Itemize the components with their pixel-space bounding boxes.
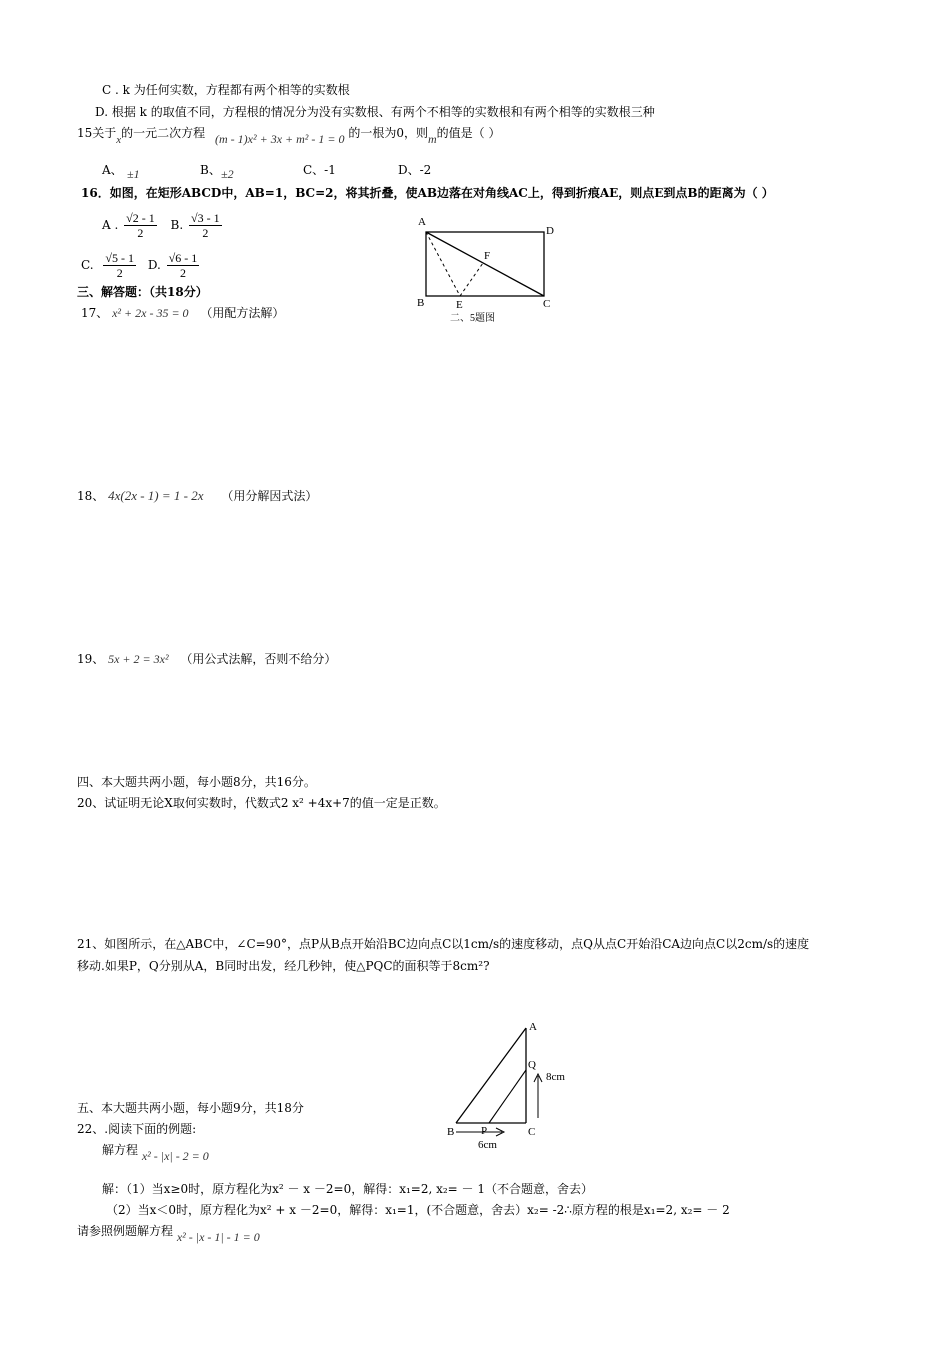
q16-c-numerator: √5 - 1 <box>105 251 134 265</box>
label-f: F <box>484 250 491 262</box>
q16-b-label: B. <box>170 218 184 232</box>
q15-option-c: C、-1 <box>303 163 336 177</box>
q16-b-numerator: √3 - 1 <box>191 211 220 225</box>
q16-c-denominator: 2 <box>116 266 123 280</box>
question-18 <box>77 488 317 504</box>
q15-end: 的值是（ ） <box>436 126 501 140</box>
diagonal-ac <box>426 232 544 296</box>
q22-task-equation: x² - |x - 1| - 1 = 0 <box>176 1230 260 1244</box>
question-20: 20、试证明无论X取何实数时，代数式2 x² +4x+7的值一定是正数。 <box>77 796 446 810</box>
question-21-line-1: 21、如图所示，在△ABC中，∠C=90°，点P从B点开始沿BC边向点C以1cm/s的速度移动，点Q从点C开始沿CA边向点C以2cm/s的速度 <box>77 937 810 951</box>
rectangle-figure <box>410 210 570 325</box>
q22-example <box>102 1142 209 1163</box>
q16-a-fraction <box>124 211 157 240</box>
segment-pq <box>489 1070 526 1123</box>
q16-a-denominator: 2 <box>137 226 144 240</box>
section-5-heading: 五、本大题共两小题，每小题9分，共18分 <box>77 1101 304 1115</box>
q17-number: 17、 <box>81 306 109 320</box>
q15-m: m <box>427 132 437 146</box>
side-ab <box>456 1028 526 1123</box>
q22-solution-2: （2）当x＜0时，原方程化为x² + x －2=0，解得：x₁=1，(不合题意，舍去）x₂= -2∴原方程的根是x₁=2, x₂= － 2 <box>106 1203 730 1217</box>
label-e: E <box>456 299 463 311</box>
question-15 <box>77 125 501 146</box>
label-b: B <box>447 1126 455 1138</box>
q16-d-denominator: 2 <box>179 266 186 280</box>
question-19 <box>77 651 336 667</box>
question-17 <box>81 305 284 321</box>
q16-d-numerator: √6 - 1 <box>168 251 198 265</box>
label-a: A <box>418 216 426 228</box>
triangle-figure <box>444 1018 584 1158</box>
label-p: P <box>481 1125 488 1137</box>
q22-solution-1: 解：（1）当x≥0时，原方程化为x² － x －2=0，解得：x₁=2, x₂= － 1（不合题意，舍去） <box>102 1182 594 1196</box>
q15-var: x <box>116 134 122 146</box>
q15-equation: (m - 1)x² + 3x + m² - 1 = 0 <box>215 132 345 146</box>
question-22: 22、.阅读下面的例题: <box>77 1122 197 1136</box>
q16-option-c <box>81 248 201 282</box>
question-16: 16．如图，在矩形ABCD中，AB=1，BC=2，将其折叠，使AB边落在对角线AC上，得到折痕AE，则点E到点B的距离为（ ） <box>81 186 774 200</box>
label-8cm: 8cm <box>546 1071 565 1083</box>
label-d: D <box>546 225 554 237</box>
q16-a-label: A . <box>102 218 119 232</box>
q22-solve-label: 解方程 <box>102 1143 139 1157</box>
label-c: C <box>528 1126 536 1138</box>
q19-note: （用公式法解，否则不给分） <box>180 652 337 666</box>
q16-b-fraction <box>189 211 222 240</box>
q15-option-a: ±1 <box>127 167 140 181</box>
q17-note: （用配方法解） <box>200 306 285 320</box>
q16-a-numerator: √2 - 1 <box>126 211 155 225</box>
q16-c-label: C. <box>81 258 94 272</box>
q15-option-b: ±2 <box>221 167 234 181</box>
q18-note: （用分解因式法） <box>221 489 318 503</box>
section-4-heading: 四、本大题共两小题，每小题8分，共16分。 <box>77 775 316 789</box>
q16-option-a <box>102 208 224 242</box>
q18-equation: 4x(2x - 1) = 1 - 2x <box>108 488 204 503</box>
q19-number: 19、 <box>77 652 105 666</box>
label-6cm: 6cm <box>478 1139 497 1151</box>
question-21-line-2: 移动.如果P，Q分别从A，B同时出发，经几秒钟，使△PQC的面积等于8cm²? <box>77 959 490 973</box>
q15-tail: 的一根为0，则 <box>348 126 428 140</box>
q15-prefix: 15关于 <box>77 126 117 140</box>
label-q: Q <box>528 1059 536 1071</box>
q22-example-equation: x² - |x| - 2 = 0 <box>141 1149 209 1163</box>
option-d: D. 根据 k 的取值不同，方程根的情况分为没有实数根、有两个不相等的实数根和有两个相等的实数根三种 <box>95 105 655 119</box>
label-b: B <box>417 297 425 309</box>
label-a: A <box>529 1021 537 1033</box>
label-c: C <box>543 298 551 310</box>
fold-line-ef <box>460 263 483 296</box>
q22-task <box>77 1223 260 1244</box>
q19-equation: 5x + 2 = 3x² <box>108 652 169 666</box>
q15-option-b-label: B、 <box>200 163 221 177</box>
figure-caption: 二、5题图 <box>450 313 495 324</box>
q18-number: 18、 <box>77 489 105 503</box>
q15-option-a-label: A、 <box>102 163 123 177</box>
q16-c-fraction <box>103 251 136 280</box>
section-3-heading: 三、解答题：（共18分） <box>77 285 208 299</box>
q22-ask-label: 请参照例题解方程 <box>77 1224 174 1238</box>
q16-d-label: D. <box>147 258 161 272</box>
q15-option-d: D、-2 <box>398 163 432 177</box>
q16-d-fraction <box>167 251 200 280</box>
option-c: C . k 为任何实数，方程都有两个相等的实数根 <box>102 83 350 97</box>
q16-b-denominator: 2 <box>202 226 209 240</box>
q15-mid: 的一元二次方程 <box>121 126 206 140</box>
q17-equation: x² + 2x - 35 = 0 <box>112 306 189 320</box>
